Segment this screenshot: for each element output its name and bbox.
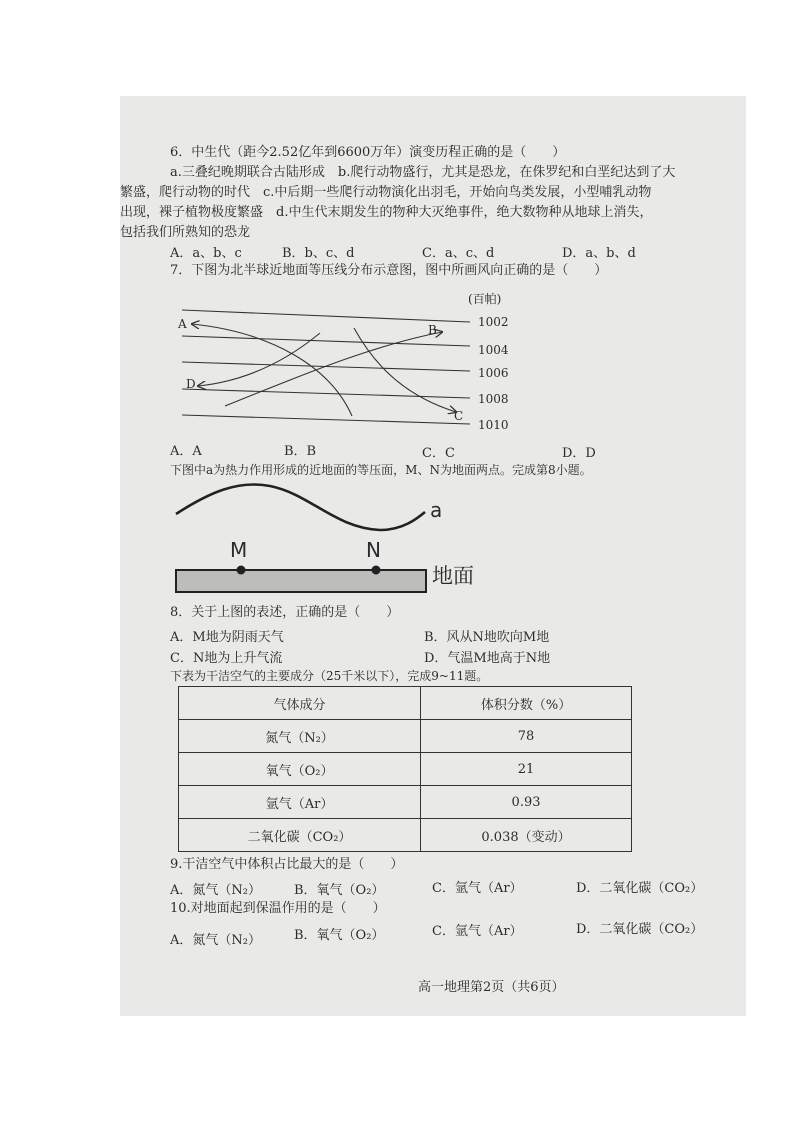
q7-option-a[interactable]: A．A <box>170 444 202 459</box>
ground-bar <box>176 570 426 592</box>
isobar-1010 <box>182 415 470 424</box>
point-n-dot <box>372 566 381 575</box>
isobar-label-1004: 1004 <box>478 343 509 357</box>
q10-stem: 10.对地面起到保温作用的是（ ） <box>170 901 386 916</box>
q8-option-b[interactable]: B．风从N地吹向M地 <box>424 630 550 645</box>
table-row <box>179 753 632 786</box>
curve-label-a: a <box>430 498 443 522</box>
table-cell-volume: 0.93 <box>421 786 632 819</box>
q7-option-c[interactable]: C．C <box>422 446 455 461</box>
q8-stem: 8．关于上图的表述，正确的是（ ） <box>170 605 400 620</box>
q8-intro: 下图中a为热力作用形成的近地面的等压面，M、N为地面两点。完成第8小题。 <box>170 463 592 477</box>
q8-option-c[interactable]: C．N地为上升气流 <box>170 651 283 666</box>
page-footer: 高一地理第2页（共6页） <box>418 980 565 995</box>
q6-option-c[interactable]: C．a、c、d <box>422 246 495 261</box>
arrow-label-a: A <box>178 317 187 331</box>
q6-line2: 繁盛，爬行动物的时代 c.中后期一些爬行动物演化出羽毛，开始向鸟类发展，小型哺乳动物 <box>120 185 652 200</box>
q9-option-b[interactable]: B．氧气（O₂） <box>294 883 385 898</box>
table-row <box>179 786 632 819</box>
q10-option-d[interactable]: D．二氧化碳（CO₂） <box>576 922 704 937</box>
point-m-dot <box>237 566 246 575</box>
table-row <box>179 819 632 852</box>
q6-line4: 包括我们所熟知的恐龙 <box>120 225 251 240</box>
arrow-label-b: B <box>428 323 437 337</box>
table-cell-volume: 21 <box>421 753 632 786</box>
table-header-gas: 气体成分 <box>179 687 421 720</box>
isobar-label-1006: 1006 <box>478 366 509 380</box>
isobar-1002 <box>182 310 470 322</box>
q7-stem: 7．下图为北半球近地面等压线分布示意图，图中所画风向正确的是（ ） <box>170 263 608 278</box>
table-row <box>179 720 632 753</box>
q9-stem: 9.干洁空气中体积占比最大的是（ ） <box>170 857 404 872</box>
exam-page <box>120 96 746 1016</box>
table-cell-gas: 氩气（Ar） <box>179 786 421 819</box>
point-n-label: N <box>366 538 381 562</box>
arrow-label-d: D <box>186 377 196 391</box>
q6-stem: 6．中生代（距今2.52亿年到6600万年）演变历程正确的是（ ） <box>170 145 566 160</box>
q10-option-b[interactable]: B．氧气（O₂） <box>294 928 385 943</box>
table-cell-volume: 0.038（变动） <box>421 819 632 852</box>
q8-option-a[interactable]: A．M地为阴雨天气 <box>170 630 284 645</box>
q7-option-d[interactable]: D．D <box>562 446 596 461</box>
pressure-unit-label: (百帕) <box>468 292 502 306</box>
isobar-1004 <box>182 336 470 346</box>
table-header-volume: 体积分数（%） <box>421 687 632 720</box>
q9-option-a[interactable]: A．氮气（N₂） <box>170 883 261 898</box>
table-intro: 下表为干洁空气的主要成分（25千米以下），完成9~11题。 <box>170 669 489 683</box>
q6-option-b[interactable]: B．b、c、d <box>282 246 355 261</box>
table-cell-volume: 78 <box>421 720 632 753</box>
q6-option-d[interactable]: D．a、b、d <box>562 246 636 261</box>
point-m-label: M <box>230 538 248 562</box>
isobar-label-1008: 1008 <box>478 392 509 406</box>
q10-option-a[interactable]: A．氮气（N₂） <box>170 933 261 948</box>
isobar-label-1010: 1010 <box>478 418 509 432</box>
q9-option-c[interactable]: C．氩气（Ar） <box>432 881 523 896</box>
q7-option-b[interactable]: B．B <box>284 444 317 459</box>
q6-line3: 出现，裸子植物极度繁盛 d.中生代末期发生的物种大灭绝事件，绝大数物种从地球上消失， <box>120 205 653 220</box>
air-composition-table <box>178 686 632 852</box>
q8-option-d[interactable]: D．气温M地高于N地 <box>424 651 551 666</box>
q9-option-d[interactable]: D．二氧化碳（CO₂） <box>576 881 704 896</box>
q6-line1: a.三叠纪晚期联合古陆形成 b.爬行动物盛行，尤其是恐龙，在侏罗纪和白垩纪达到了大 <box>170 165 676 180</box>
ground-label: 地面 <box>432 564 474 588</box>
table-header-row <box>179 687 632 720</box>
arrow-label-c: C <box>454 409 464 423</box>
q6-option-a[interactable]: A．a、b、c <box>170 246 242 261</box>
wind-arrow-a <box>192 324 352 416</box>
isobar-label-1002: 1002 <box>478 315 509 329</box>
table-cell-gas: 二氧化碳（CO₂） <box>179 819 421 852</box>
isobaric-surface-curve <box>176 484 425 530</box>
table-cell-gas: 氧气（O₂） <box>179 753 421 786</box>
table-cell-gas: 氮气（N₂） <box>179 720 421 753</box>
q10-option-c[interactable]: C．氩气（Ar） <box>432 924 523 939</box>
isobar-1008 <box>182 389 470 398</box>
